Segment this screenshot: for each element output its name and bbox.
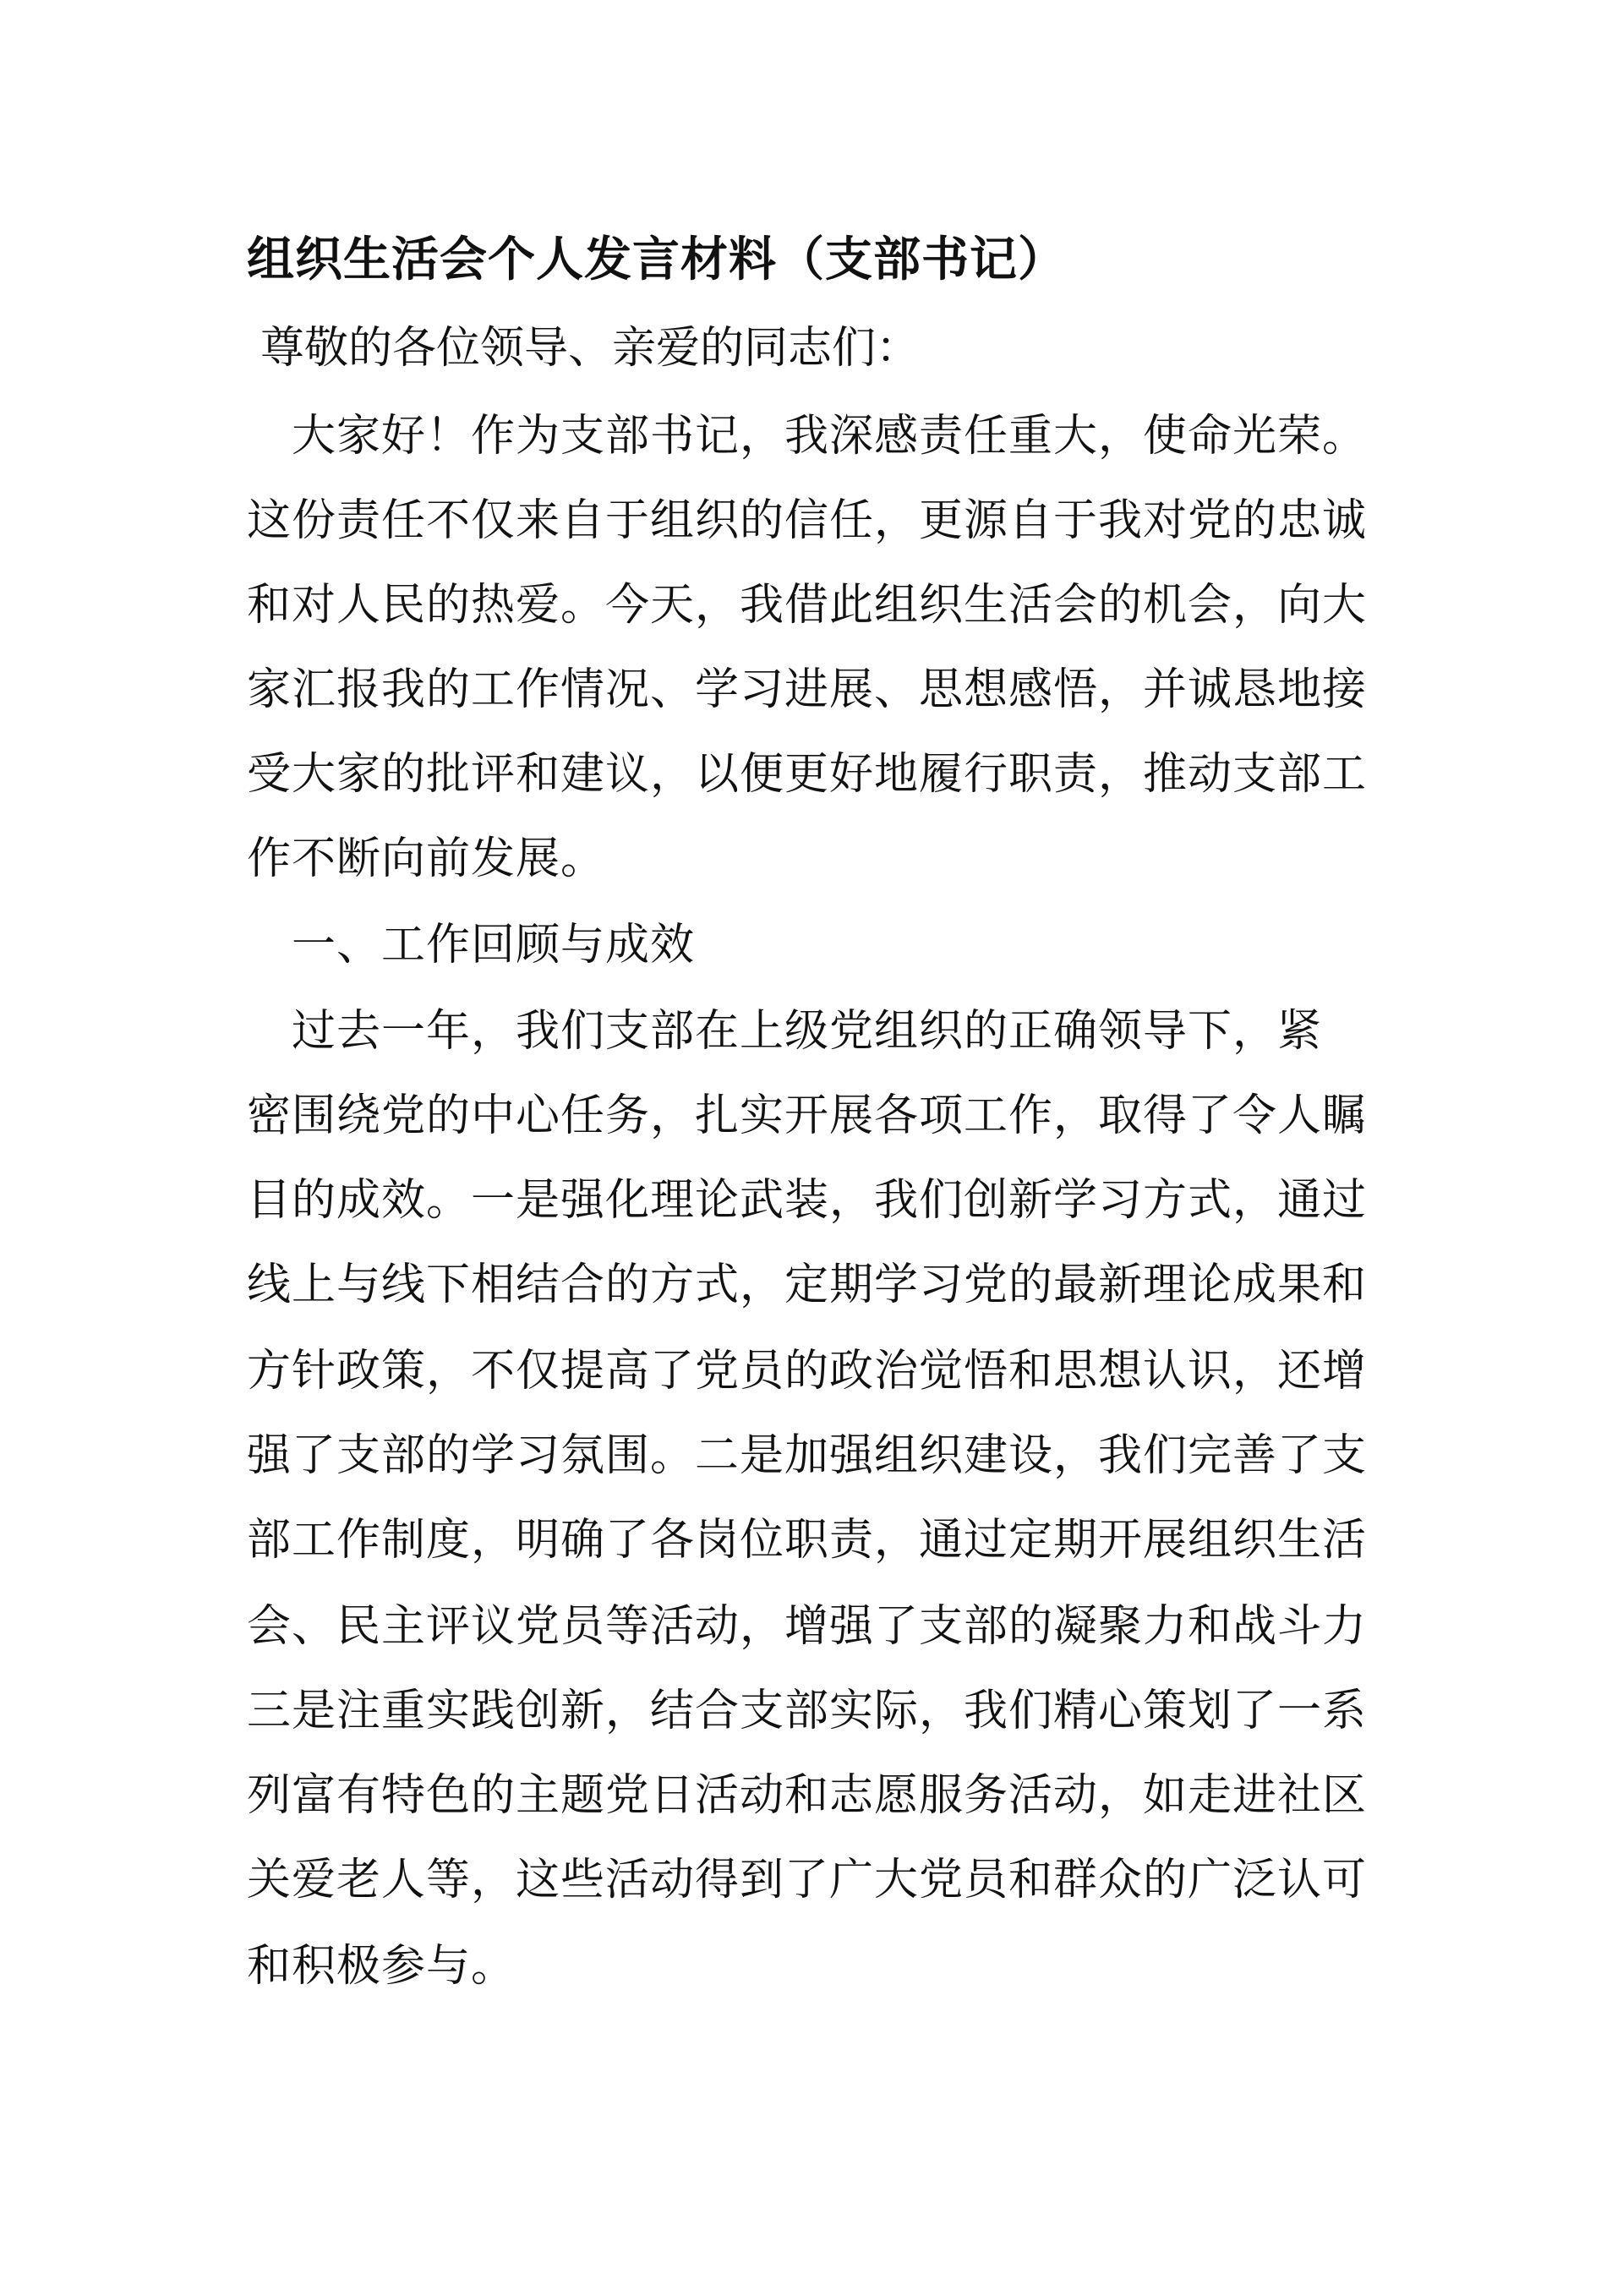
paragraph-line: 方针政策，不仅提高了党员的政治觉悟和思想认识，还增 [247, 1346, 1368, 1397]
paragraph-line: 和积极参与。 [247, 1941, 516, 1992]
paragraph-line: 列富有特色的主题党日活动和志愿服务活动，如走进社区 [247, 1770, 1368, 1821]
paragraph-line: 强了支部的学习氛围。二是加强组织建设，我们完善了支 [247, 1430, 1368, 1481]
paragraph-line: 家汇报我的工作情况、学习进展、思想感悟，并诚恳地接 [247, 664, 1368, 715]
paragraph-line: 三是注重实践创新，结合支部实际，我们精心策划了一系 [247, 1686, 1368, 1736]
paragraph-line: 受大家的批评和建议，以便更好地履行职责，推动支部工 [247, 749, 1368, 800]
paragraph-line: 作不断向前发展。 [247, 834, 606, 884]
paragraph-line: 和对人民的热爱。今天，我借此组织生活会的机会，向大 [247, 580, 1368, 631]
paragraph-line: 线上与线下相结合的方式，定期学习党的最新理论成果和 [247, 1260, 1368, 1310]
paragraph-line: 密围绕党的中心任务，扎实开展各项工作，取得了令人瞩 [247, 1091, 1368, 1141]
paragraph-line: 目的成效。一是强化理论武装，我们创新学习方式，通过 [247, 1175, 1368, 1226]
paragraph-line: 大家好！作为支部书记，我深感责任重大，使命光荣。 [247, 411, 1368, 462]
paragraph-line: 部工作制度，明确了各岗位职责，通过定期开展组织生活 [247, 1515, 1368, 1566]
document-title: 组织生活会个人发言材料（支部书记） [247, 232, 1066, 287]
section-heading: 一、工作回顾与成效 [247, 920, 696, 970]
salutation: 尊敬的各位领导、亲爱的同志们： [260, 323, 921, 374]
paragraph-line: 会、民主评议党员等活动，增强了支部的凝聚力和战斗力 [247, 1601, 1368, 1652]
paragraph-line: 关爱老人等，这些活动得到了广大党员和群众的广泛认可 [247, 1855, 1368, 1905]
paragraph-line: 这份责任不仅来自于组织的信任，更源自于我对党的忠诚 [247, 495, 1368, 546]
paragraph-line: 过去一年，我们支部在上级党组织的正确领导下，紧 [247, 1006, 1323, 1057]
